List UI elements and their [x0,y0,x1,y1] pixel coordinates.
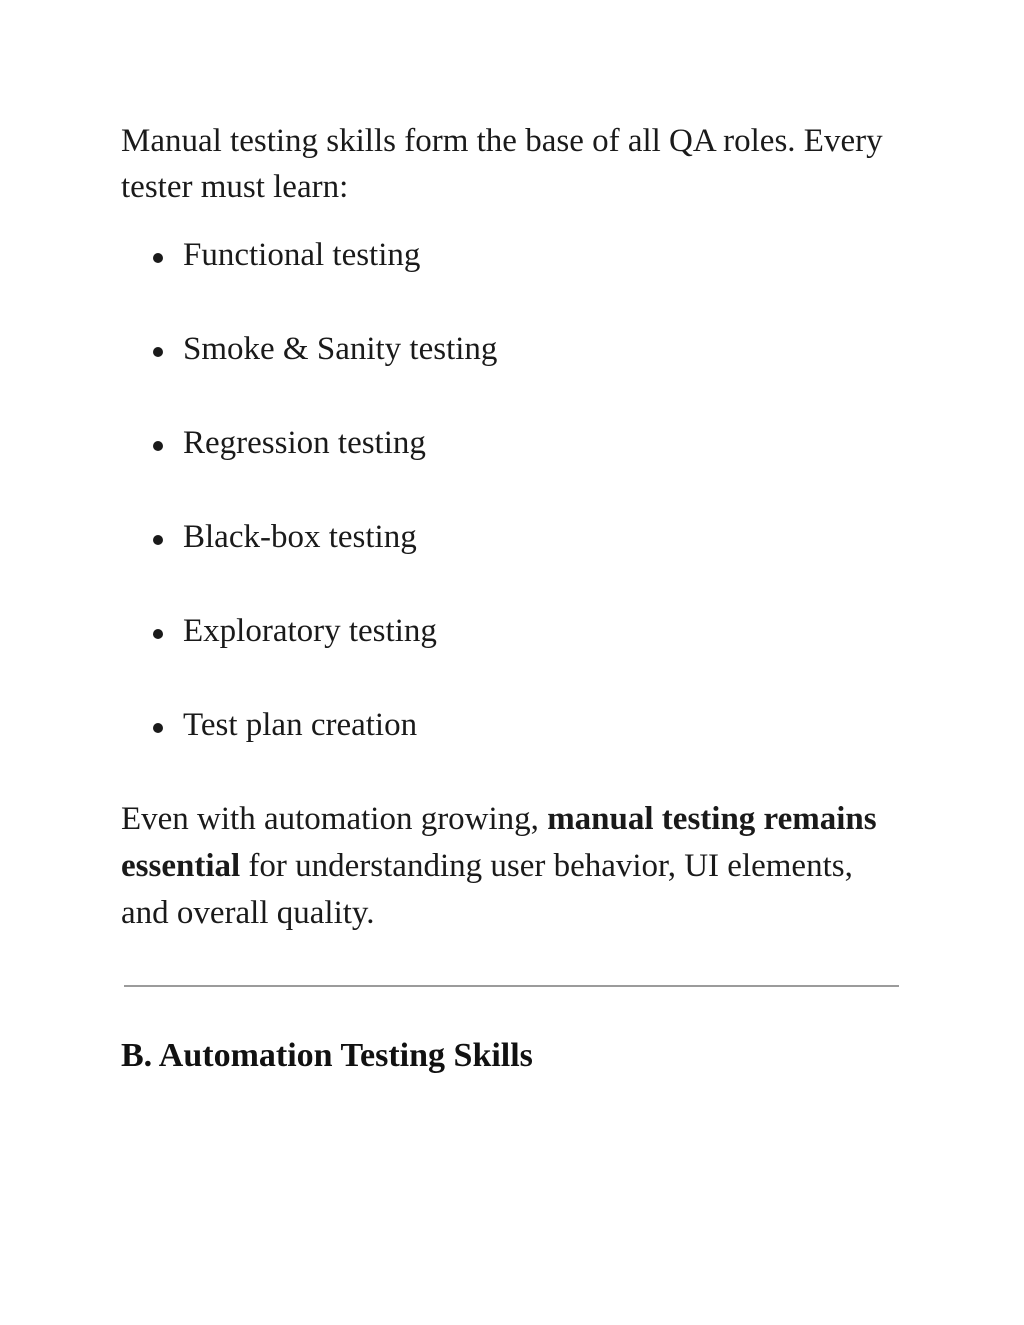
list-item-label: Exploratory testing [183,613,437,649]
closing-line-2 [121,843,903,890]
bullet-icon [153,441,163,451]
closing-line-1-bold: manual testing remains [547,801,877,837]
list-item [121,702,903,748]
list-item-label: Regression testing [183,425,426,461]
list-item-label: Test plan creation [183,707,418,743]
list-item [121,514,903,560]
list-item-label: Smoke & Sanity testing [183,331,498,367]
list-item [121,326,903,372]
list-item [121,232,903,278]
manual-testing-skills-list [121,232,903,748]
list-item [121,608,903,654]
bullet-icon [153,253,163,263]
closing-line-1 [121,796,903,843]
list-item-label: Black-box testing [183,519,417,555]
closing-paragraph [121,796,903,937]
intro-paragraph [121,118,903,210]
closing-line-2-regular: for understanding user behavior, UI elements, [240,848,853,884]
bullet-icon [153,629,163,639]
bullet-icon [153,347,163,357]
list-item-label: Functional testing [183,237,421,273]
closing-line-1-regular: Even with automation growing, [121,801,548,837]
bullet-icon [153,723,163,733]
bullet-icon [153,535,163,545]
section-heading: B. Automation Testing Skills [121,1037,533,1074]
intro-line-2: tester must learn: [121,169,349,205]
section-divider [124,985,899,987]
closing-line-3: and overall quality. [121,895,375,931]
closing-line-2-bold: essential [121,848,241,884]
intro-line-1: Manual testing skills form the base of all QA roles. Every [121,123,883,159]
list-item [121,420,903,466]
